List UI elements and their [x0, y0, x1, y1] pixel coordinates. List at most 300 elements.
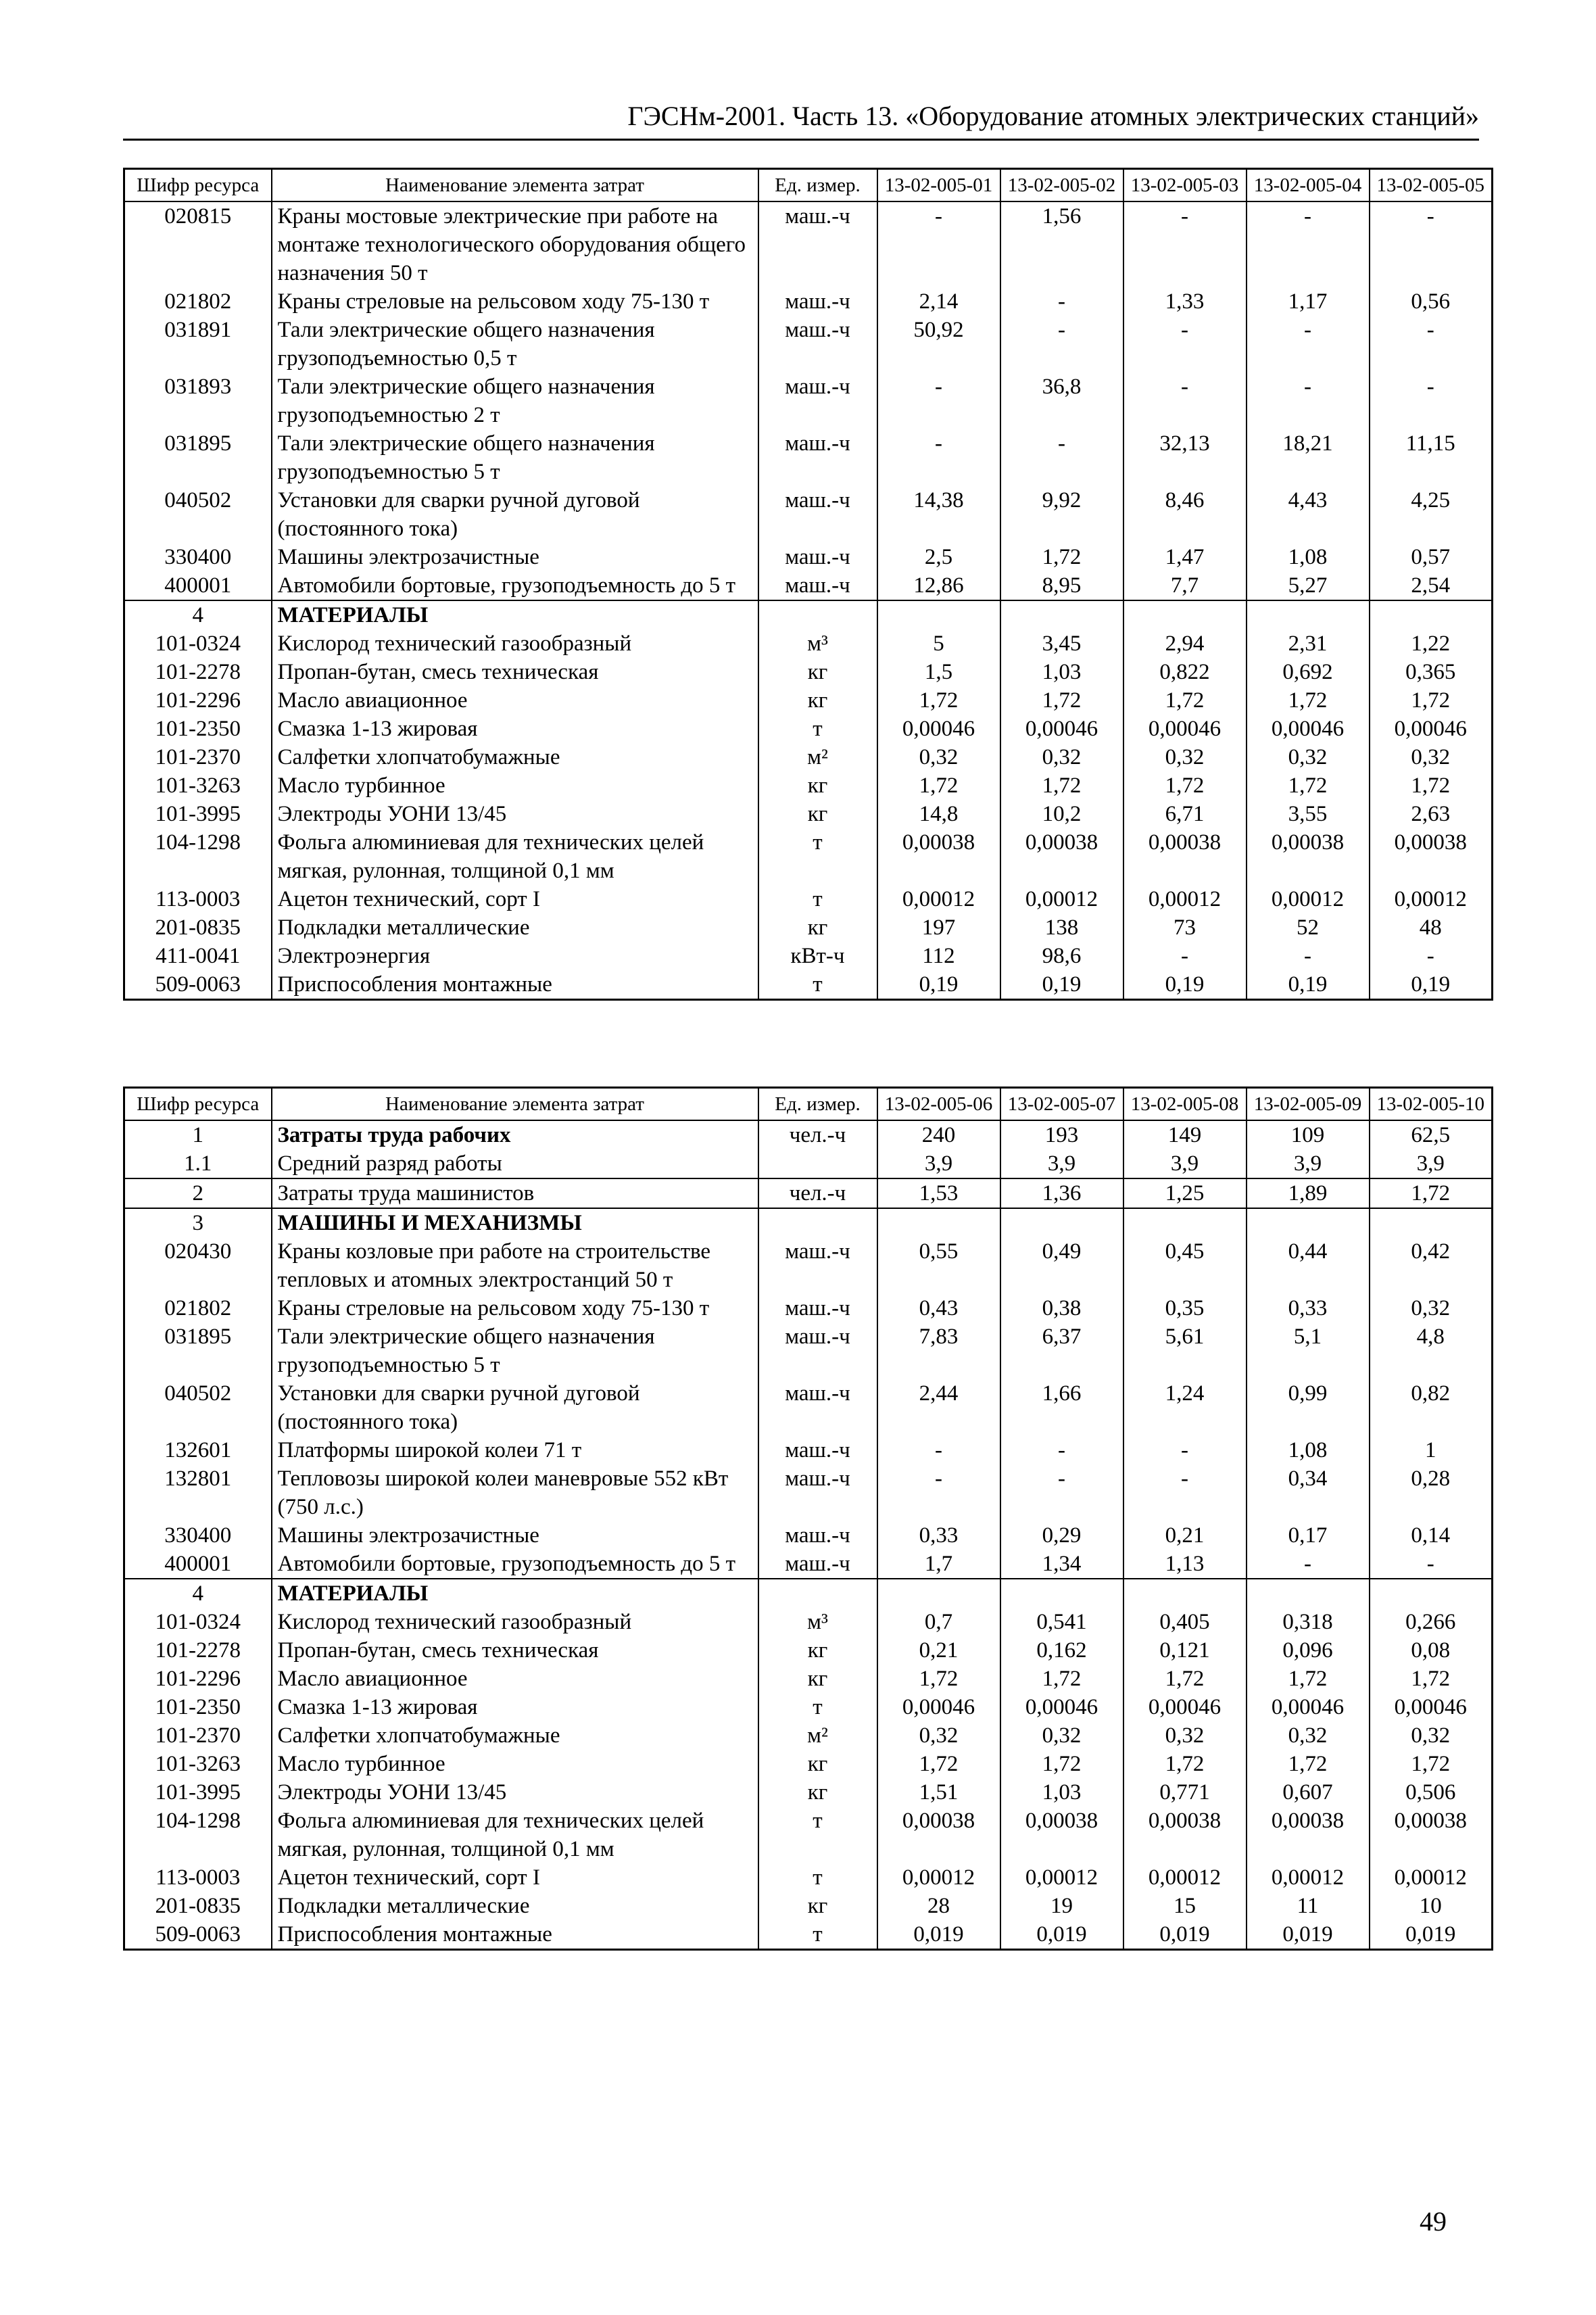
value-cell: 0,21 — [877, 1636, 1000, 1665]
value-cell: 0,08 — [1370, 1636, 1493, 1665]
unit-cell: чел.-ч — [758, 1178, 877, 1208]
value-cell: 0,00012 — [1370, 885, 1493, 913]
unit-cell: кг — [758, 771, 877, 800]
value-cell: 0,33 — [877, 1521, 1000, 1550]
table-row — [124, 743, 1493, 771]
resource-code: 101-2296 — [124, 686, 272, 715]
value-cell: 1,72 — [1370, 686, 1493, 715]
value-cell: 1,7 — [877, 1550, 1000, 1579]
value-cell: 0,692 — [1247, 658, 1370, 686]
value-cell: 6,71 — [1123, 800, 1247, 828]
resource-code: 101-2278 — [124, 1636, 272, 1665]
resource-code: 101-2350 — [124, 1693, 272, 1721]
value-cell: 6,37 — [1000, 1322, 1123, 1379]
value-cell: 0,00038 — [1000, 1807, 1123, 1863]
value-cell: - — [877, 429, 1000, 486]
value-cell: 2,14 — [877, 287, 1000, 316]
value-cell: 28 — [877, 1892, 1000, 1920]
value-cell: - — [1247, 201, 1370, 287]
resource-name: МАТЕРИАЛЫ — [272, 1579, 758, 1608]
table-row — [124, 942, 1493, 970]
resource-code: 330400 — [124, 1521, 272, 1550]
value-cell: 0,43 — [877, 1294, 1000, 1322]
value-cell: 0,32 — [1247, 743, 1370, 771]
page-header: ГЭСНм-2001. Часть 13. «Оборудование атомных электрических станций» — [123, 100, 1479, 141]
resource-code: 101-3263 — [124, 771, 272, 800]
value-cell: 1,03 — [1000, 658, 1123, 686]
value-cell: 0,00012 — [1123, 1863, 1247, 1892]
resource-name: Салфетки хлопчатобумажные — [272, 1721, 758, 1750]
unit-cell: маш.-ч — [758, 316, 877, 373]
value-cell: 1,72 — [1000, 543, 1123, 571]
value-cell: - — [1000, 1464, 1123, 1521]
value-cell: 0,32 — [1247, 1721, 1370, 1750]
unit-cell: т — [758, 970, 877, 1000]
value-cell: 4,8 — [1370, 1322, 1493, 1379]
value-cell: 5 — [877, 629, 1000, 658]
resource-name: Масло турбинное — [272, 1750, 758, 1778]
value-cell: - — [1247, 373, 1370, 429]
table-row — [124, 543, 1493, 571]
header-code: Шифр ресурса — [124, 169, 272, 202]
resource-name: Масло турбинное — [272, 771, 758, 800]
table-row — [124, 571, 1493, 600]
value-cell: - — [1370, 1550, 1493, 1579]
value-cell: - — [877, 373, 1000, 429]
unit-cell: маш.-ч — [758, 287, 877, 316]
unit-cell: т — [758, 1807, 877, 1863]
value-cell: 1,33 — [1123, 287, 1247, 316]
value-cell: 1,25 — [1123, 1178, 1247, 1208]
value-cell: - — [1370, 942, 1493, 970]
value-cell: 1,53 — [877, 1178, 1000, 1208]
value-cell: 0,19 — [877, 970, 1000, 1000]
resource-name: Смазка 1-13 жировая — [272, 1693, 758, 1721]
resource-code: 101-2278 — [124, 658, 272, 686]
value-cell: 3,9 — [1123, 1149, 1247, 1178]
table-row — [124, 771, 1493, 800]
resource-code: 113-0003 — [124, 1863, 272, 1892]
value-cell: 1,08 — [1247, 1436, 1370, 1464]
unit-cell: т — [758, 715, 877, 743]
value-cell: 1,72 — [1123, 1665, 1247, 1693]
resource-code: 3 — [124, 1208, 272, 1237]
unit-cell: м³ — [758, 1608, 877, 1636]
value-cell: 0,42 — [1370, 1237, 1493, 1294]
unit-cell: кВт-ч — [758, 942, 877, 970]
value-cell: 1,5 — [877, 658, 1000, 686]
value-cell — [1000, 600, 1123, 629]
value-cell: 14,38 — [877, 486, 1000, 543]
value-cell: 7,83 — [877, 1322, 1000, 1379]
table-row — [124, 1920, 1493, 1950]
value-cell: 2,31 — [1247, 629, 1370, 658]
resource-code: 031891 — [124, 316, 272, 373]
value-cell: 0,00012 — [1000, 1863, 1123, 1892]
value-cell: 1,66 — [1000, 1379, 1123, 1436]
resource-name: Приспособления монтажные — [272, 970, 758, 1000]
table-row — [124, 1693, 1493, 1721]
value-cell: 0,096 — [1247, 1636, 1370, 1665]
value-cell: 0,19 — [1247, 970, 1370, 1000]
value-cell: 0,00038 — [1123, 828, 1247, 885]
resource-name: Приспособления монтажные — [272, 1920, 758, 1950]
value-cell: 0,405 — [1123, 1608, 1247, 1636]
value-cell: 0,19 — [1123, 970, 1247, 1000]
unit-cell: маш.-ч — [758, 1322, 877, 1379]
resource-name: Тали электрические общего назначения грузоподъемностью 5 т — [272, 429, 758, 486]
header-col-2: 13-02-005-07 — [1000, 1088, 1123, 1121]
value-cell: - — [1247, 316, 1370, 373]
header-unit: Ед. измер. — [758, 169, 877, 202]
value-cell: 0,32 — [1000, 743, 1123, 771]
value-cell: 0,019 — [1370, 1920, 1493, 1950]
value-cell: 1,72 — [1370, 771, 1493, 800]
value-cell: 0,00012 — [1123, 885, 1247, 913]
resource-code: 040502 — [124, 1379, 272, 1436]
value-cell: 0,32 — [877, 743, 1000, 771]
resource-code: 101-2296 — [124, 1665, 272, 1693]
value-cell: 2,44 — [877, 1379, 1000, 1436]
value-cell: 0,17 — [1247, 1521, 1370, 1550]
value-cell — [1247, 1579, 1370, 1608]
table-row — [124, 1294, 1493, 1322]
value-cell: - — [1370, 316, 1493, 373]
value-cell: 8,46 — [1123, 486, 1247, 543]
value-cell: 3,9 — [1370, 1149, 1493, 1178]
value-cell: - — [1123, 373, 1247, 429]
value-cell: 3,9 — [1000, 1149, 1123, 1178]
value-cell: 1,72 — [1247, 1750, 1370, 1778]
resource-code: 031895 — [124, 429, 272, 486]
resource-code: 1.1 — [124, 1149, 272, 1178]
value-cell: 0,14 — [1370, 1521, 1493, 1550]
value-cell: 0,318 — [1247, 1608, 1370, 1636]
resource-name: Тали электрические общего назначения грузоподъемностью 0,5 т — [272, 316, 758, 373]
value-cell: 0,019 — [1000, 1920, 1123, 1950]
table-row — [124, 1178, 1493, 1208]
table-row — [124, 885, 1493, 913]
resource-table-2 — [123, 1087, 1493, 1951]
value-cell: 0,00012 — [1370, 1863, 1493, 1892]
unit-cell — [758, 1208, 877, 1237]
header-col-2: 13-02-005-02 — [1000, 169, 1123, 202]
value-cell: 1,51 — [877, 1778, 1000, 1807]
table-row — [124, 373, 1493, 429]
value-cell: - — [1123, 1464, 1247, 1521]
value-cell — [877, 1579, 1000, 1608]
value-cell — [1370, 1208, 1493, 1237]
header-col-1: 13-02-005-06 — [877, 1088, 1000, 1121]
value-cell: 3,9 — [1247, 1149, 1370, 1178]
table-row — [124, 1863, 1493, 1892]
value-cell: 50,92 — [877, 316, 1000, 373]
value-cell — [1123, 600, 1247, 629]
header-col-3: 13-02-005-08 — [1123, 1088, 1247, 1121]
resource-name: Машины электрозачистные — [272, 543, 758, 571]
resource-name: Фольга алюминиевая для технических целей мягкая, рулонная, толщиной 0,1 мм — [272, 828, 758, 885]
resource-name: Средний разряд работы — [272, 1149, 758, 1178]
value-cell: 4,43 — [1247, 486, 1370, 543]
table-row — [124, 1608, 1493, 1636]
table-row — [124, 1464, 1493, 1521]
value-cell: 0,82 — [1370, 1379, 1493, 1436]
value-cell: 0,506 — [1370, 1778, 1493, 1807]
value-cell: 73 — [1123, 913, 1247, 942]
value-cell: 0,00038 — [877, 828, 1000, 885]
value-cell: 0,00046 — [877, 715, 1000, 743]
value-cell: 0,32 — [1000, 1721, 1123, 1750]
value-cell — [877, 1208, 1000, 1237]
value-cell: 0,541 — [1000, 1608, 1123, 1636]
value-cell: 1,72 — [1247, 1665, 1370, 1693]
value-cell: - — [1000, 287, 1123, 316]
resource-code: 4 — [124, 1579, 272, 1608]
table-row — [124, 287, 1493, 316]
value-cell: 3,55 — [1247, 800, 1370, 828]
section-row — [124, 1579, 1493, 1608]
table-row — [124, 1322, 1493, 1379]
unit-cell: м³ — [758, 629, 877, 658]
value-cell: 15 — [1123, 1892, 1247, 1920]
resource-table-1 — [123, 168, 1493, 1001]
resource-code: 201-0835 — [124, 913, 272, 942]
value-cell: 0,32 — [1370, 743, 1493, 771]
unit-cell: маш.-ч — [758, 1521, 877, 1550]
value-cell: 240 — [877, 1120, 1000, 1149]
value-cell: 52 — [1247, 913, 1370, 942]
table-row — [124, 828, 1493, 885]
resource-code: 101-0324 — [124, 629, 272, 658]
table-row — [124, 1550, 1493, 1579]
value-cell — [877, 600, 1000, 629]
header-code: Шифр ресурса — [124, 1088, 272, 1121]
resource-code: 400001 — [124, 571, 272, 600]
value-cell: 0,00038 — [1370, 1807, 1493, 1863]
value-cell: 0,32 — [1123, 743, 1247, 771]
value-cell: 1,13 — [1123, 1550, 1247, 1579]
value-cell: 1,24 — [1123, 1379, 1247, 1436]
value-cell: 0,019 — [1247, 1920, 1370, 1950]
value-cell: 1,72 — [1123, 771, 1247, 800]
unit-cell: кг — [758, 913, 877, 942]
value-cell: - — [1247, 1550, 1370, 1579]
resource-name: МАТЕРИАЛЫ — [272, 600, 758, 629]
value-cell: 0,32 — [1123, 1721, 1247, 1750]
value-cell: 36,8 — [1000, 373, 1123, 429]
value-cell — [1370, 1579, 1493, 1608]
unit-cell — [758, 1579, 877, 1608]
resource-code: 113-0003 — [124, 885, 272, 913]
value-cell: - — [877, 201, 1000, 287]
resource-name: МАШИНЫ И МЕХАНИЗМЫ — [272, 1208, 758, 1237]
value-cell: 14,8 — [877, 800, 1000, 828]
section-row — [124, 1208, 1493, 1237]
value-cell: 0,32 — [1370, 1721, 1493, 1750]
resource-code: 020430 — [124, 1237, 272, 1294]
resource-code: 1 — [124, 1120, 272, 1149]
resource-name: Машины электрозачистные — [272, 1521, 758, 1550]
resource-code: 330400 — [124, 543, 272, 571]
value-cell: 0,00046 — [877, 1693, 1000, 1721]
resource-name: Затраты труда рабочих — [272, 1120, 758, 1149]
value-cell: 0,32 — [877, 1721, 1000, 1750]
resource-name: Смазка 1-13 жировая — [272, 715, 758, 743]
table-row — [124, 1237, 1493, 1294]
value-cell: 0,00046 — [1123, 1693, 1247, 1721]
resource-code: 101-2370 — [124, 743, 272, 771]
header-col-1: 13-02-005-01 — [877, 169, 1000, 202]
value-cell: - — [1000, 1436, 1123, 1464]
table-header-row — [124, 1088, 1493, 1121]
unit-cell: кг — [758, 658, 877, 686]
resource-name: Пропан-бутан, смесь техническая — [272, 1636, 758, 1665]
resource-code: 031895 — [124, 1322, 272, 1379]
value-cell: 48 — [1370, 913, 1493, 942]
value-cell: 2,94 — [1123, 629, 1247, 658]
header-col-3: 13-02-005-03 — [1123, 169, 1247, 202]
value-cell — [1000, 1208, 1123, 1237]
value-cell: - — [1123, 316, 1247, 373]
value-cell: 19 — [1000, 1892, 1123, 1920]
value-cell: 1,47 — [1123, 543, 1247, 571]
value-cell: 12,86 — [877, 571, 1000, 600]
resource-code: 101-3263 — [124, 1750, 272, 1778]
header-name: Наименование элемента затрат — [272, 169, 758, 202]
value-cell: 1,72 — [1370, 1750, 1493, 1778]
value-cell: 0,266 — [1370, 1608, 1493, 1636]
unit-cell: т — [758, 1920, 877, 1950]
resource-code: 509-0063 — [124, 970, 272, 1000]
unit-cell: чел.-ч — [758, 1120, 877, 1149]
resource-code: 132801 — [124, 1464, 272, 1521]
value-cell — [1370, 600, 1493, 629]
value-cell: 1,72 — [877, 1750, 1000, 1778]
resource-name: Платформы широкой колеи 71 т — [272, 1436, 758, 1464]
value-cell: 0,00046 — [1247, 1693, 1370, 1721]
value-cell: 9,92 — [1000, 486, 1123, 543]
value-cell: 0,7 — [877, 1608, 1000, 1636]
value-cell: 1,56 — [1000, 201, 1123, 287]
value-cell: 0,00038 — [1247, 1807, 1370, 1863]
table-row — [124, 1892, 1493, 1920]
table-row — [124, 629, 1493, 658]
unit-cell: маш.-ч — [758, 1237, 877, 1294]
value-cell: - — [1123, 1436, 1247, 1464]
table-row — [124, 1778, 1493, 1807]
value-cell: 1,72 — [1000, 771, 1123, 800]
section-row — [124, 1120, 1493, 1149]
resource-name: Электроды УОНИ 13/45 — [272, 800, 758, 828]
table-row — [124, 1436, 1493, 1464]
value-cell: 0,38 — [1000, 1294, 1123, 1322]
unit-cell: м² — [758, 743, 877, 771]
value-cell — [1247, 600, 1370, 629]
header-col-5: 13-02-005-10 — [1370, 1088, 1493, 1121]
value-cell: 0,21 — [1123, 1521, 1247, 1550]
value-cell: 1,72 — [1000, 686, 1123, 715]
value-cell: 0,00038 — [1370, 828, 1493, 885]
resource-code: 201-0835 — [124, 1892, 272, 1920]
value-cell: 0,45 — [1123, 1237, 1247, 1294]
value-cell: 0,00046 — [1000, 715, 1123, 743]
resource-code: 2 — [124, 1178, 272, 1208]
unit-cell: кг — [758, 1778, 877, 1807]
value-cell: 1,72 — [877, 771, 1000, 800]
value-cell: 10 — [1370, 1892, 1493, 1920]
header-col-4: 13-02-005-04 — [1247, 169, 1370, 202]
unit-cell: т — [758, 885, 877, 913]
unit-cell: т — [758, 828, 877, 885]
table-row — [124, 800, 1493, 828]
table-row — [124, 658, 1493, 686]
value-cell: - — [1123, 942, 1247, 970]
table-row — [124, 316, 1493, 373]
unit-cell — [758, 1149, 877, 1178]
resource-name: Установки для сварки ручной дуговой (постоянного тока) — [272, 486, 758, 543]
unit-cell: м² — [758, 1721, 877, 1750]
header-col-4: 13-02-005-09 — [1247, 1088, 1370, 1121]
value-cell: 0,00012 — [1000, 885, 1123, 913]
table-row — [124, 1521, 1493, 1550]
resource-code: 411-0041 — [124, 942, 272, 970]
unit-cell: кг — [758, 686, 877, 715]
resource-code: 020815 — [124, 201, 272, 287]
unit-cell: маш.-ч — [758, 571, 877, 600]
value-cell: 1,72 — [1247, 771, 1370, 800]
table-row — [124, 201, 1493, 287]
value-cell: 32,13 — [1123, 429, 1247, 486]
resource-code: 021802 — [124, 287, 272, 316]
section-row — [124, 600, 1493, 629]
table-row — [124, 970, 1493, 1000]
unit-cell: маш.-ч — [758, 201, 877, 287]
resource-code: 400001 — [124, 1550, 272, 1579]
unit-cell: т — [758, 1693, 877, 1721]
unit-cell: маш.-ч — [758, 1464, 877, 1521]
value-cell: 138 — [1000, 913, 1123, 942]
resource-code: 101-0324 — [124, 1608, 272, 1636]
value-cell: 0,121 — [1123, 1636, 1247, 1665]
value-cell: 0,00046 — [1370, 1693, 1493, 1721]
value-cell: - — [877, 1464, 1000, 1521]
resource-name: Ацетон технический, сорт I — [272, 1863, 758, 1892]
value-cell: 0,00046 — [1123, 715, 1247, 743]
value-cell: 0,00046 — [1370, 715, 1493, 743]
value-cell: 0,33 — [1247, 1294, 1370, 1322]
value-cell: 0,00012 — [1247, 1863, 1370, 1892]
resource-code: 132601 — [124, 1436, 272, 1464]
value-cell: 4,25 — [1370, 486, 1493, 543]
value-cell: 11,15 — [1370, 429, 1493, 486]
unit-cell: кг — [758, 1750, 877, 1778]
value-cell: 0,019 — [1123, 1920, 1247, 1950]
value-cell — [1123, 1579, 1247, 1608]
value-cell: - — [1123, 201, 1247, 287]
resource-name: Кислород технический газообразный — [272, 1608, 758, 1636]
resource-name: Масло авиационное — [272, 686, 758, 715]
resource-code: 031893 — [124, 373, 272, 429]
value-cell: 1,72 — [1370, 1178, 1493, 1208]
resource-name: Тали электрические общего назначения грузоподъемностью 2 т — [272, 373, 758, 429]
value-cell: 1,72 — [1000, 1665, 1123, 1693]
unit-cell: т — [758, 1863, 877, 1892]
value-cell: - — [1370, 201, 1493, 287]
table-row — [124, 1807, 1493, 1863]
value-cell: 0,28 — [1370, 1464, 1493, 1521]
unit-cell: маш.-ч — [758, 429, 877, 486]
value-cell: 0,57 — [1370, 543, 1493, 571]
